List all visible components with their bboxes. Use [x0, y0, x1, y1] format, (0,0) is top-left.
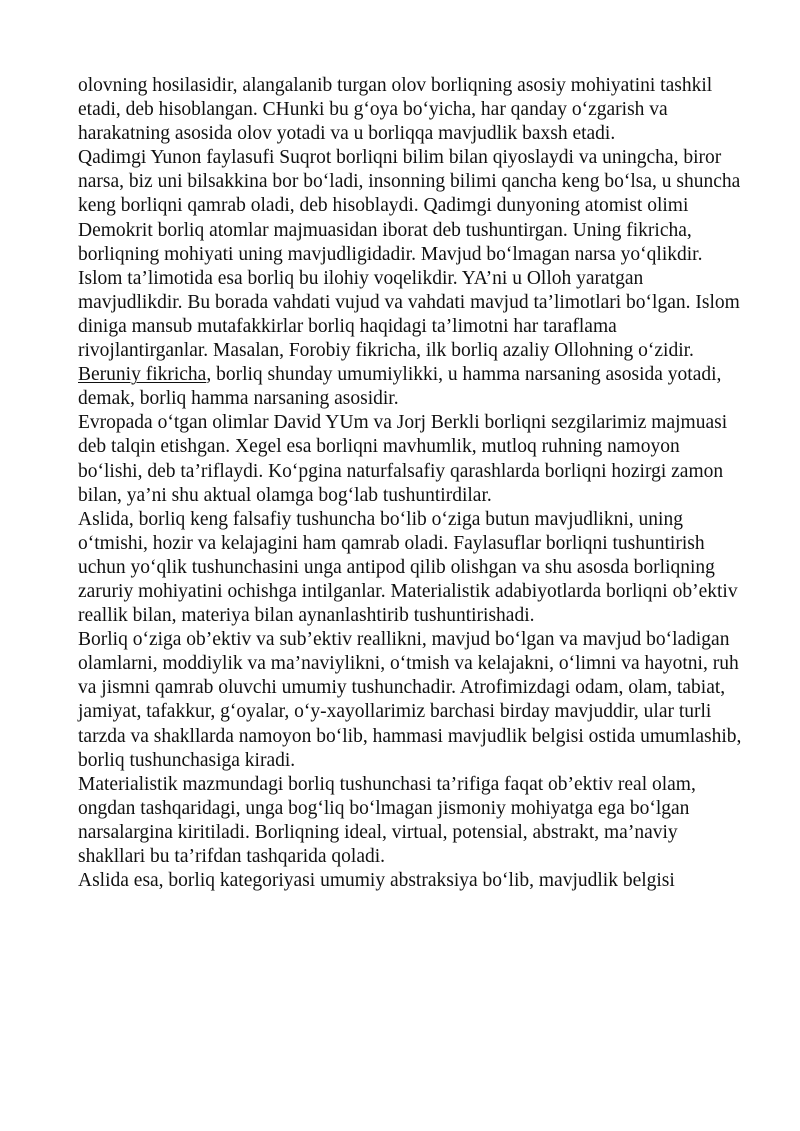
paragraph-islom — [78, 267, 742, 412]
paragraph-aslida-esa: Aslida esa, borliq kategoriyasi umumiy abstraksiya bo‘lib, mavjudlik belgisi — [78, 870, 675, 892]
paragraph-olov: olovning hosilasidir, alangalanib turgan olov borliqning asosiy mohiyatini tashkil etadi, deb hisoblangan. CHunki bu g‘oya bo‘yicha, har qanday o‘zgarish va harakatning asosida olov yotadi va u borliqqa mavjudlik baxsh etadi. — [78, 75, 713, 145]
paragraph-islom-after: , borliq shunday umumiylikki, u hamma narsaning asosida yotadi, demak, borliq hamma narsaning asosidir. — [78, 364, 722, 410]
paragraph-suqrot-demokrit: Qadimgi Yunon faylasufi Suqrot borliqni bilim bilan qiyoslaydi va uningcha, biror narsa, biz uni bilsakkina bor bo‘ladi, insonning bilimi qancha keng bo‘lsa, u shuncha keng borliqni qamrab oladi, deb hisoblaydi. Qadimgi dunyoning atomist olimi Demokrit borliq atomlar majmuasidan iborat deb tushuntirgan. Uning fikricha, borliqning mohiyati uning mavjudligidadir. Mavjud bo‘lmagan narsa yo‘qlikdir. — [78, 147, 741, 265]
paragraph-evropa: Evropada o‘tgan olimlar David YUm va Jorj Berkli borliqni sezgilarimiz majmuasi deb talqin etishgan. Xegel esa borliqni mavhumlik, mutloq ruhning namoyon bo‘lishi, deb ta’riflaydi. Ko‘pgina naturfalsafiy qarashlarda borliqni hozirgi zamon bilan, ya’ni shu aktual olamga bog‘lab tushuntirdilar. — [78, 412, 728, 506]
paragraph-materialistik: Materialistik mazmundagi borliq tushunchasi ta’rifiga faqat ob’ektiv real olam, ongdan tashqaridagi, unga bog‘liq bo‘lmagan jismoniy mohiyatga ega bo‘lgan narsalargina kiritiladi. Borliqning ideal, virtual, potensial, abstrakt, ma’naviy shakllari bu ta’rifdan tashqarida qoladi. — [78, 773, 696, 867]
paragraph-islom-before: Islom ta’limotida esa borliq bu ilohiy voqelikdir. YA’ni u Olloh yaratgan mavjudlikdir. Bu borada vahdati vujud va vahdati mavjud ta’limotlari bo‘lgan. Islom diniga mansub mutafakkirlar borliq haqidagi ta’limotni har taraflama rivojlantirganlar. Masalan, Forobiy fikricha, ilk borliq azaliy Ollohning o‘zidir. — [78, 267, 740, 362]
paragraph-borliq-tushuncha: Borliq o‘ziga ob’ektiv va sub’ektiv reallikni, mavjud bo‘lgan va mavjud bo‘ladigan olamlarni, moddiylik va ma’naviylikni, o‘tmish va kelajakni, o‘limni va hayotni, ruh va jismni qamrab oluvchi umumiy tushunchadir. Atrofimizdagi odam, olam, tabiat, jamiyat, tafakkur, g‘oyalar, o‘y-xayollarimiz barchasi birday mavjuddir, ular turli tarzda va shakllarda namoyon bo‘lib, hammasi mavjudlik belgisi ostida umumlashib, borliq tushunchasiga kiradi. — [78, 629, 742, 771]
beruniy-fikricha-link[interactable]: Beruniy fikricha — [78, 364, 207, 386]
paragraph-aslida: Aslida, borliq keng falsafiy tushuncha bo‘lib o‘ziga butun mavjudlikni, uning o‘tmishi, hozir va kelajagini ham qamrab oladi. Faylasuflar borliqni tushuntirish uchun yo‘qlik tushunchasini unga antipod qilib olishgan va shu asosda borliqning zaruriy mohiyatini ochishga intilganlar. Materialistik adabiyotlarda borliqni ob’ektiv reallik bilan, materiya bilan aynanlashtirib tushuntirishadi. — [78, 508, 738, 627]
document-page — [78, 74, 742, 893]
